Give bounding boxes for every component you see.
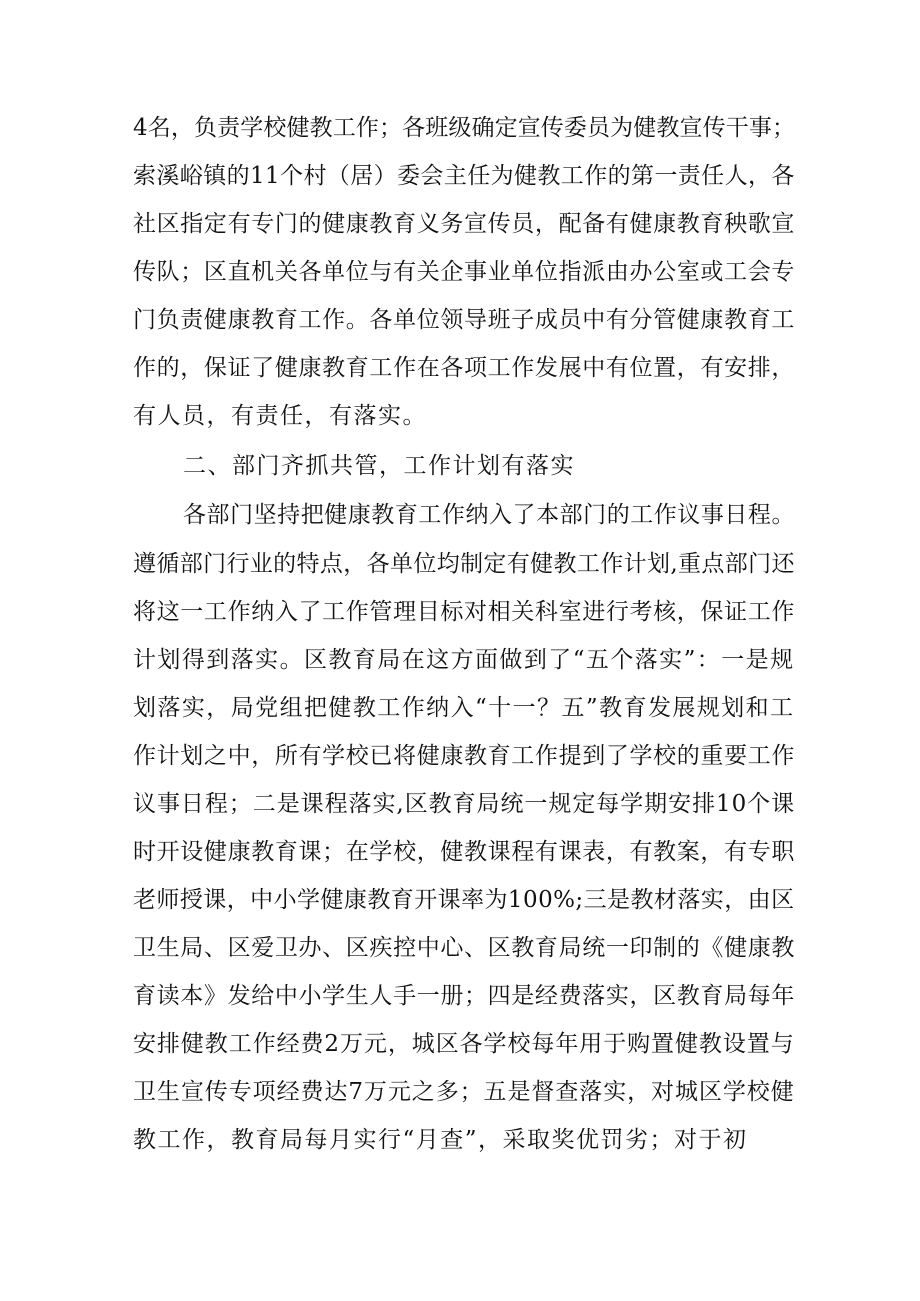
text-line-content: 划落实，局党组把健教工作纳入“十一？五”教育发展规划和工 bbox=[133, 695, 795, 721]
text-line bbox=[0, 204, 920, 244]
text-line-content: 遵循部门行业的特点，各单位均制定有健教工作计划,重点部门还 bbox=[133, 551, 795, 577]
text-line bbox=[0, 976, 920, 1016]
text-line-content: 传队；区直机关各单位与有关企事业单位指派由办公室或工会专 bbox=[133, 259, 795, 285]
text-line bbox=[0, 1120, 920, 1160]
text-line bbox=[0, 688, 920, 728]
text-line bbox=[0, 592, 920, 632]
text-line-content: 作的，保证了健康教育工作在各项工作发展中有位置，有安排， bbox=[133, 355, 795, 381]
text-line-content: 4名，负责学校健教工作；各班级确定宣传委员为健教宣传干事； bbox=[133, 115, 796, 141]
section-heading bbox=[0, 446, 920, 486]
text-line-content: 门负责健康教育工作。各单位领导班子成员中有分管健康教育工 bbox=[133, 307, 795, 333]
text-line-content: 老师授课，中小学健康教育开课率为100%;三是教材落实，由区 bbox=[133, 887, 795, 913]
text-line bbox=[0, 348, 920, 388]
text-line bbox=[0, 396, 920, 436]
text-line-content: 有人员，有责任，有落实。 bbox=[133, 403, 427, 429]
text-line-content: 社区指定有专门的健康教育义务宣传员，配备有健康教育秧歌宣 bbox=[133, 211, 795, 237]
text-line-content: 作计划之中，所有学校已将健康教育工作提到了学校的重要工作 bbox=[133, 743, 795, 769]
text-line bbox=[0, 1072, 920, 1112]
text-line-content: 时开设健康教育课；在学校，健教课程有课表，有教案，有专职 bbox=[133, 839, 795, 865]
text-line-content: 安排健教工作经费2万元，城区各学校每年用于购置健教设置与 bbox=[133, 1031, 795, 1057]
text-line-content: 议事日程；二是课程落实,区教育局统一规定每学期安排10个课 bbox=[133, 791, 796, 817]
text-line bbox=[0, 1024, 920, 1064]
text-line bbox=[0, 880, 920, 920]
text-line-content: 卫生宣传专项经费达7万元之多；五是督查落实，对城区学校健 bbox=[133, 1079, 795, 1105]
text-line bbox=[0, 252, 920, 292]
text-line-content: 育读本》发给中小学生人手一册；四是经费落实，区教育局每年 bbox=[133, 983, 795, 1009]
text-line bbox=[0, 736, 920, 776]
text-line-content: 索溪峪镇的11个村（居）委会主任为健教工作的第一责任人，各 bbox=[133, 163, 795, 189]
text-line-content: 将这一工作纳入了工作管理目标对相关科室进行考核，保证工作 bbox=[133, 599, 795, 625]
text-line bbox=[0, 640, 920, 680]
text-line bbox=[0, 928, 920, 968]
text-line bbox=[0, 156, 920, 196]
text-line bbox=[0, 544, 920, 584]
text-line-content: 卫生局、区爱卫办、区疾控中心、区教育局统一印制的《健康教 bbox=[133, 935, 795, 961]
text-line bbox=[0, 300, 920, 340]
text-line bbox=[0, 108, 920, 148]
section-heading-text: 二、部门齐抓共管，工作计划有落实 bbox=[183, 453, 575, 479]
text-line bbox=[0, 832, 920, 872]
text-line-content: 计划得到落实。区教育局在这方面做到了“五个落实”：一是规 bbox=[133, 647, 795, 673]
text-line bbox=[0, 495, 920, 535]
text-line-content: 教工作，教育局每月实行“月查”，采取奖优罚劣；对于初 bbox=[133, 1127, 748, 1153]
text-line bbox=[0, 784, 920, 824]
text-line-content: 各部门坚持把健康教育工作纳入了本部门的工作议事日程。 bbox=[183, 502, 795, 528]
